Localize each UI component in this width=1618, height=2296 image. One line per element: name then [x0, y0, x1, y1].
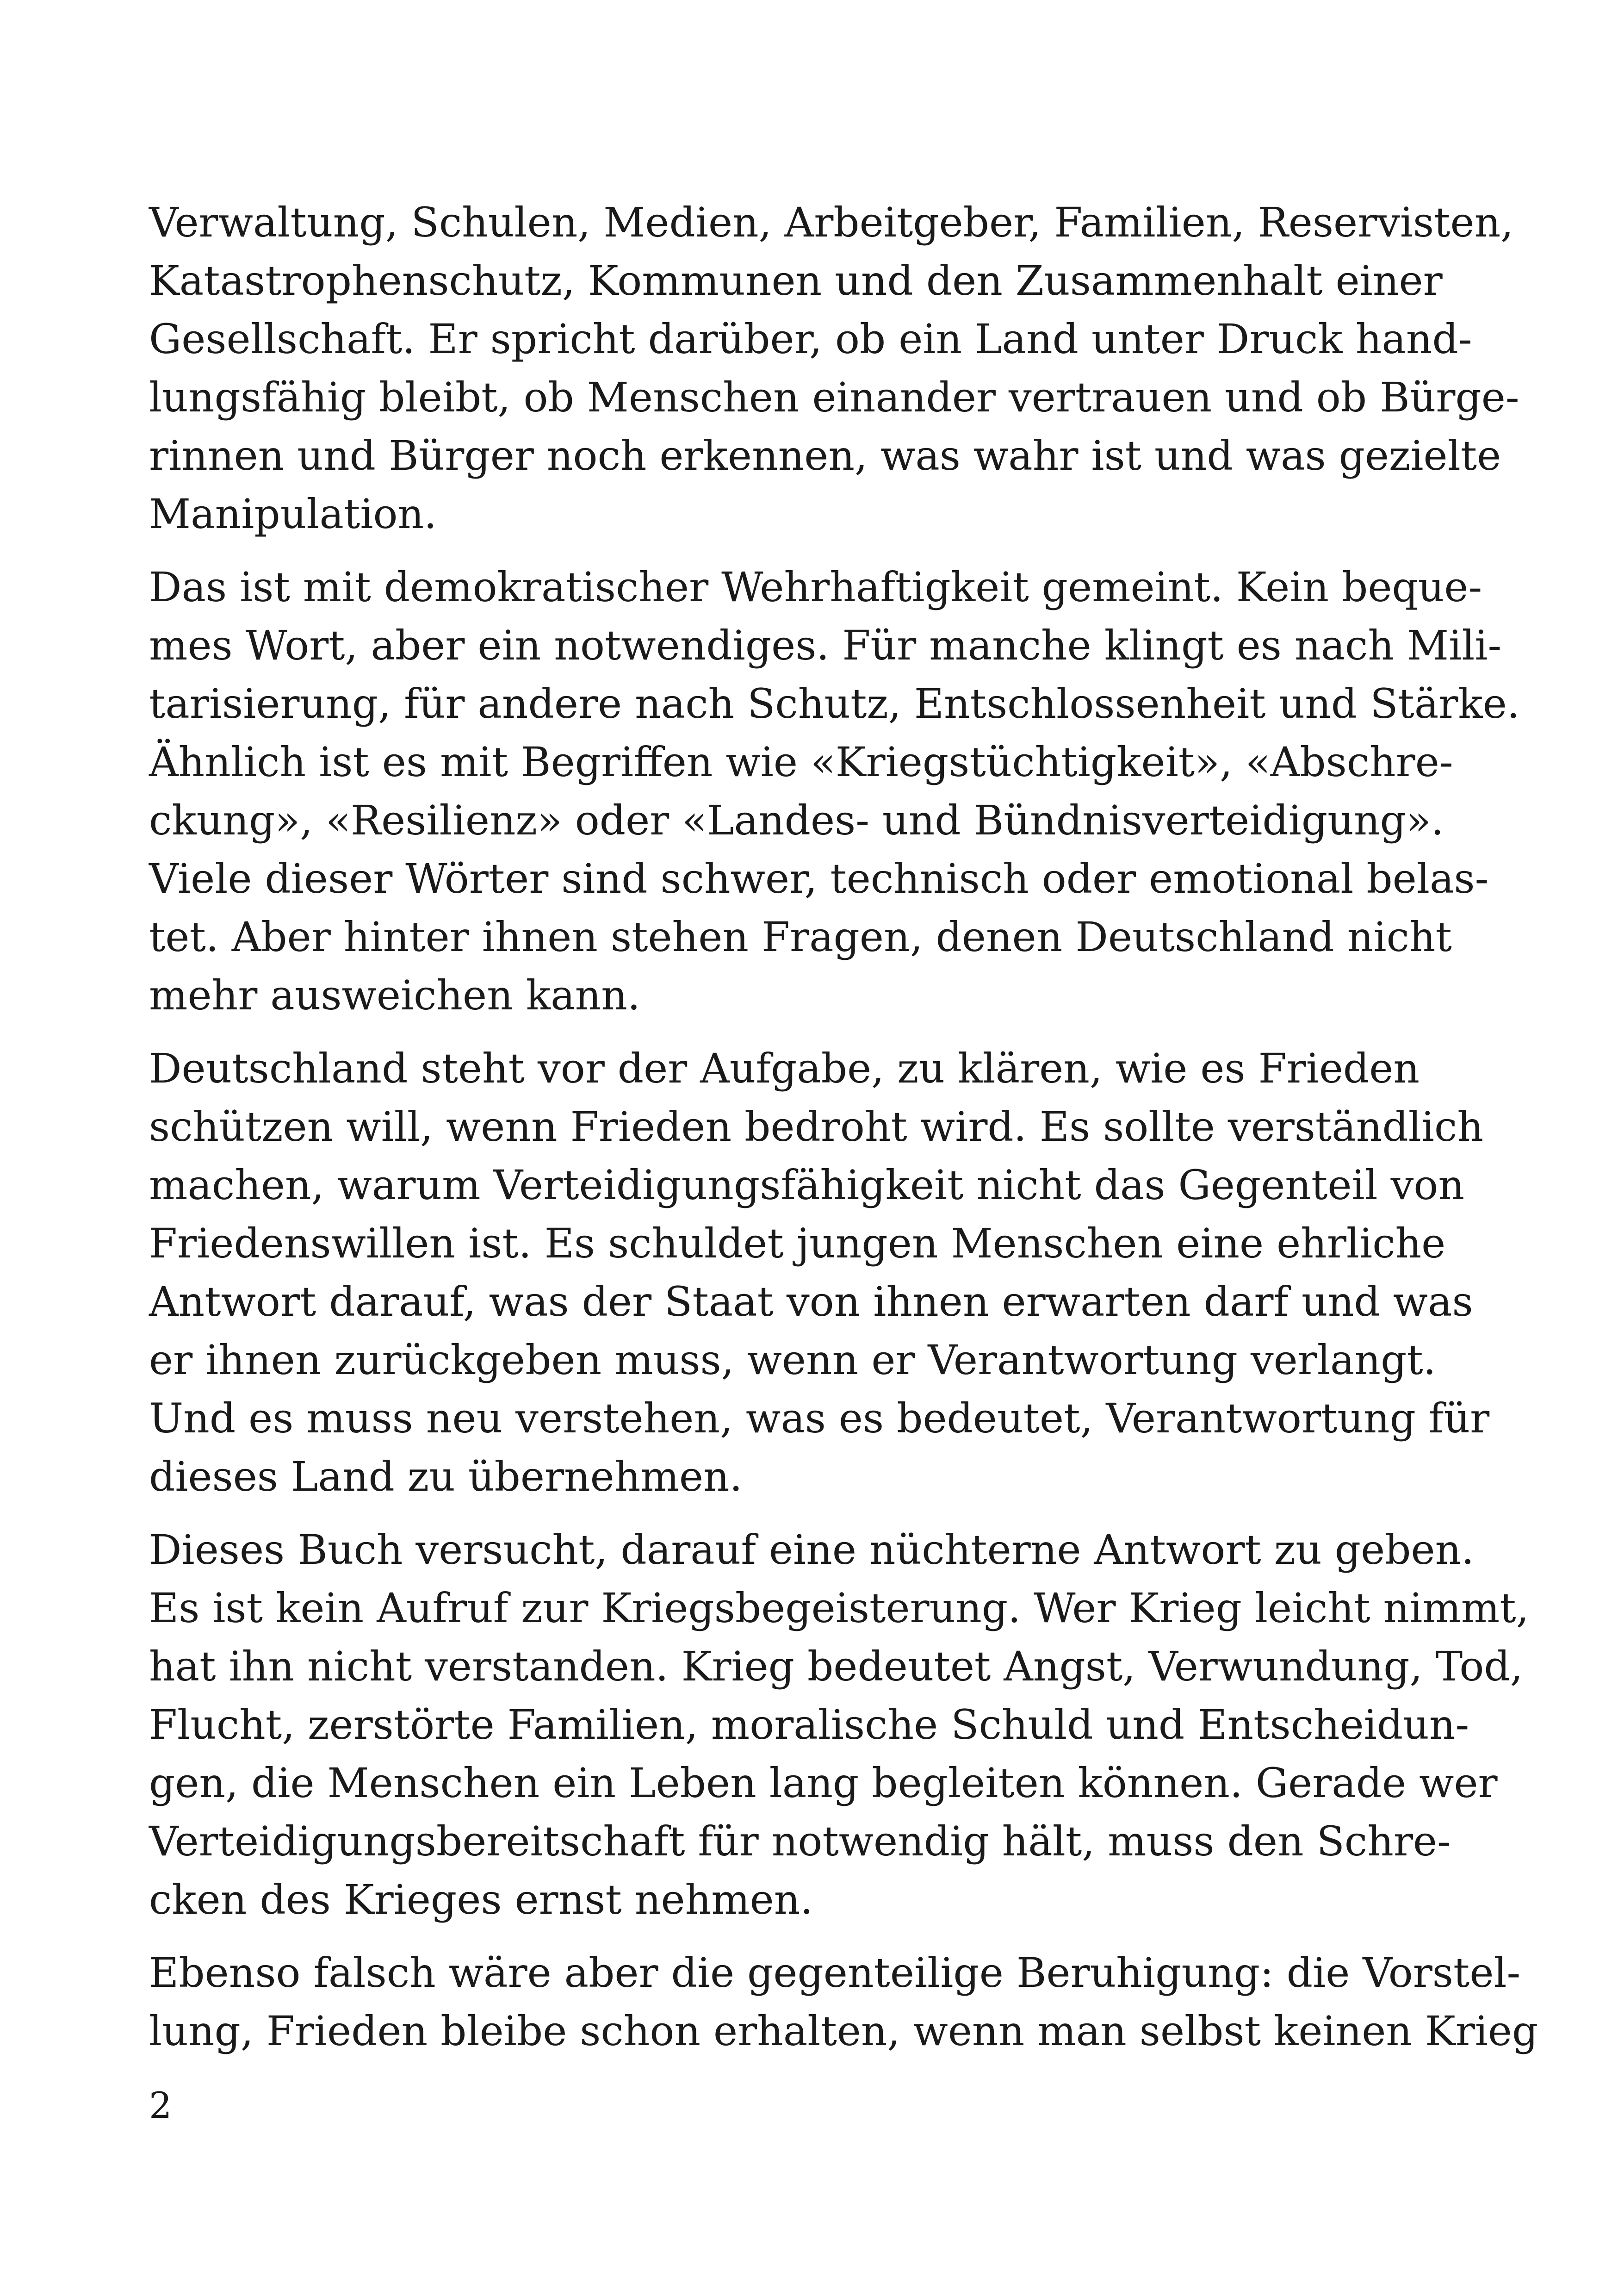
text-line: Es ist kein Aufruf zur Kriegsbegeisterung. Wer Krieg leicht nimmt, [149, 1584, 1529, 1632]
text-line: dieses Land zu übernehmen. [149, 1453, 743, 1500]
body-text [149, 193, 1538, 2075]
text-line: Verwaltung, Schulen, Medien, Arbeitgeber, Familien, Reservisten, [149, 199, 1514, 246]
text-line: Katastrophenschutz, Kommunen und den Zusammenhalt einer [149, 257, 1443, 305]
text-line: Friedenswillen ist. Es schuldet jungen Menschen eine ehrliche [149, 1220, 1446, 1267]
paragraph-5 [149, 1944, 1538, 2060]
text-line: cken des Krieges ernst nehmen. [149, 1876, 813, 1923]
text-line: Manipulation. [149, 490, 437, 538]
text-line: gen, die Menschen ein Leben lang begleiten können. Gerade wer [149, 1759, 1498, 1807]
text-line: Und es muss neu verstehen, was es bedeutet, Verantwortung für [149, 1394, 1490, 1442]
text-line: rinnen und Bürger noch erkennen, was wahr ist und was gezielte [149, 432, 1501, 479]
text-line: machen, warum Verteidigungsfähigkeit nicht das Gegenteil von [149, 1161, 1465, 1209]
text-line: tarisierung, für andere nach Schutz, Entschlossenheit und Stärke. [149, 680, 1520, 728]
text-line: Gesellschaft. Er spricht darüber, ob ein Land unter Druck hand- [149, 315, 1472, 363]
paragraph-4 [149, 1521, 1529, 1929]
text-line: ckung», «Resilienz» oder «Landes- und Bündnisverteidigung». [149, 796, 1444, 844]
paragraph-2 [149, 558, 1520, 1025]
text-line: Verteidigungsbereitschaft für notwendig hält, muss den Schre- [149, 1817, 1451, 1865]
text-line: Dieses Buch versucht, darauf eine nüchterne Antwort zu geben. [149, 1526, 1475, 1574]
text-line: Flucht, zerstörte Familien, moralische Schuld und Entscheidun- [149, 1701, 1469, 1748]
paragraph-3 [149, 1039, 1490, 1506]
text-line: Ebenso falsch wäre aber die gegenteilige Beruhigung: die Vorstel- [149, 1949, 1521, 1997]
text-line: hat ihn nicht verstanden. Krieg bedeutet Angst, Verwundung, Tod, [149, 1643, 1523, 1690]
text-line: tet. Aber hinter ihnen stehen Fragen, denen Deutschland nicht [149, 913, 1452, 961]
text-line: schützen will, wenn Frieden bedroht wird. Es sollte verständlich [149, 1103, 1484, 1151]
text-line: lung, Frieden bleibe schon erhalten, wenn man selbst keinen Krieg [149, 2007, 1538, 2055]
text-line: Viele dieser Wörter sind schwer, technisch oder emotional belas- [149, 855, 1489, 902]
paragraph-1 [149, 193, 1519, 543]
text-line: er ihnen zurückgeben muss, wenn er Verantwortung verlangt. [149, 1336, 1436, 1384]
page-number: 2 [149, 2085, 172, 2127]
text-line: Antwort darauf, was der Staat von ihnen erwarten darf und was [149, 1278, 1473, 1325]
text-line: Das ist mit demokratischer Wehrhaftigkeit gemeint. Kein beque- [149, 563, 1482, 611]
text-line: Ähnlich ist es mit Begriffen wie «Kriegstüchtigkeit», «Abschre- [149, 738, 1453, 786]
text-line: mehr ausweichen kann. [149, 971, 640, 1019]
text-line: lungsfähig bleibt, ob Menschen einander vertrauen und ob Bürge- [149, 373, 1519, 421]
text-line: mes Wort, aber ein notwendiges. Für manche klingt es nach Mili- [149, 622, 1502, 669]
text-line: Deutschland steht vor der Aufgabe, zu klären, wie es Frieden [149, 1045, 1420, 1092]
